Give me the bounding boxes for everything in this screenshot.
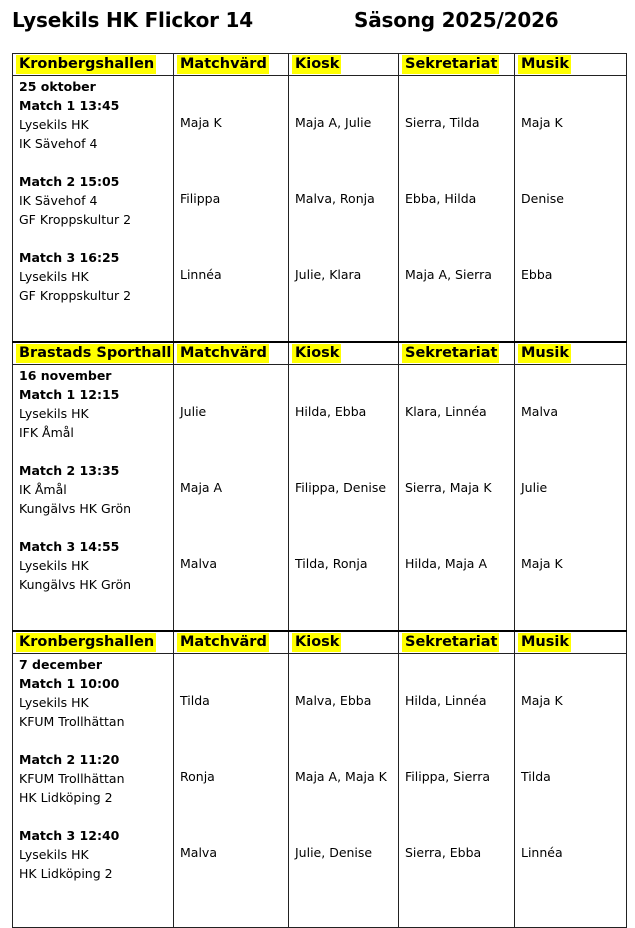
duty-assignment: Julie, Denise — [295, 845, 373, 860]
home-team: IK Åmål — [19, 482, 67, 497]
match-date: 16 november — [19, 368, 112, 383]
venue-name: Kronbergshallen — [16, 633, 156, 652]
match-entry — [13, 674, 173, 731]
matchvard-cell — [174, 654, 289, 928]
match-title: Match 3 14:55 — [19, 539, 120, 554]
column-header-cell — [515, 631, 627, 654]
matches-cell — [13, 76, 174, 343]
column-header-cell — [515, 54, 627, 76]
column-header-cell — [399, 54, 515, 76]
home-team: KFUM Trollhättan — [19, 771, 125, 786]
column-header: Sekretariat — [402, 633, 499, 652]
match-title: Match 1 13:45 — [19, 98, 120, 113]
home-team: Lysekils HK — [19, 847, 89, 862]
column-header: Musik — [518, 633, 571, 652]
season-label: Säsong 2025/2026 — [354, 8, 559, 32]
match-entry — [13, 537, 173, 594]
duty-assignment: Filippa — [180, 191, 221, 206]
match-entry — [13, 172, 173, 229]
duty-assignment: Julie — [521, 480, 548, 495]
duty-assignment: Maja K — [521, 693, 563, 708]
away-team: GF Kroppskultur 2 — [19, 288, 132, 303]
matchvard-cell — [174, 365, 289, 632]
column-header: Matchvärd — [177, 633, 269, 652]
column-header-cell — [174, 54, 289, 76]
duty-assignment: Maja A, Maja K — [295, 769, 387, 784]
column-header: Kiosk — [292, 344, 341, 363]
duty-assignment: Tilda — [180, 693, 210, 708]
column-header-cell — [399, 342, 515, 365]
duty-assignment: Tilda, Ronja — [295, 556, 368, 571]
home-team: Lysekils HK — [19, 695, 89, 710]
match-title: Match 3 12:40 — [19, 828, 120, 843]
kiosk-cell — [289, 365, 399, 632]
column-header: Kiosk — [292, 633, 341, 652]
column-header-cell — [289, 631, 399, 654]
match-entry — [13, 385, 173, 442]
column-header: Musik — [518, 55, 571, 74]
column-header-cell — [174, 631, 289, 654]
duty-assignment: Hilda, Ebba — [295, 404, 367, 419]
match-title: Match 2 15:05 — [19, 174, 120, 189]
venue-cell — [13, 342, 174, 365]
match-entry — [13, 826, 173, 883]
duty-assignment: Maja K — [180, 115, 222, 130]
matchday-row — [13, 76, 627, 343]
home-team: Lysekils HK — [19, 406, 89, 421]
sekretariat-cell — [399, 365, 515, 632]
venue-name: Brastads Sporthall — [16, 344, 173, 363]
match-title: Match 2 13:35 — [19, 463, 120, 478]
venue-cell — [13, 631, 174, 654]
schedule-table — [12, 53, 627, 928]
kiosk-cell — [289, 76, 399, 343]
column-header-cell — [289, 342, 399, 365]
matchday-row — [13, 654, 627, 928]
venue-name: Kronbergshallen — [16, 55, 156, 74]
matchday-row — [13, 365, 627, 632]
away-team: IK Sävehof 4 — [19, 136, 98, 151]
away-team: IFK Åmål — [19, 425, 74, 440]
column-header-cell — [174, 342, 289, 365]
away-team: KFUM Trollhättan — [19, 714, 125, 729]
match-entry — [13, 96, 173, 153]
matches-cell — [13, 365, 174, 632]
duty-assignment: Sierra, Tilda — [405, 115, 480, 130]
duty-assignment: Denise — [521, 191, 564, 206]
duty-assignment: Julie — [180, 404, 207, 419]
duty-assignment: Sierra, Maja K — [405, 480, 492, 495]
match-entry — [13, 750, 173, 807]
match-entry — [13, 461, 173, 518]
duty-assignment: Filippa, Denise — [295, 480, 387, 495]
duty-assignment: Malva — [521, 404, 558, 419]
duty-assignment: Julie, Klara — [295, 267, 362, 282]
sekretariat-cell — [399, 76, 515, 343]
column-header-cell — [399, 631, 515, 654]
column-header: Matchvärd — [177, 344, 269, 363]
match-title: Match 2 11:20 — [19, 752, 120, 767]
duty-assignment: Malva, Ebba — [295, 693, 372, 708]
duty-assignment: Filippa, Sierra — [405, 769, 490, 784]
match-title: Match 3 16:25 — [19, 250, 120, 265]
match-entry — [13, 248, 173, 305]
duty-assignment: Malva — [180, 845, 217, 860]
duty-assignment: Maja A, Julie — [295, 115, 372, 130]
home-team: Lysekils HK — [19, 117, 89, 132]
column-header: Musik — [518, 344, 571, 363]
away-team: GF Kroppskultur 2 — [19, 212, 132, 227]
duty-assignment: Tilda — [521, 769, 551, 784]
duty-assignment: Ebba, Hilda — [405, 191, 477, 206]
duty-assignment: Hilda, Maja A — [405, 556, 487, 571]
match-date: 25 oktober — [19, 79, 96, 94]
column-header: Sekretariat — [402, 55, 499, 74]
away-team: Kungälvs HK Grön — [19, 501, 132, 516]
venue-header-row — [13, 54, 627, 76]
duty-assignment: Maja A, Sierra — [405, 267, 492, 282]
column-header: Sekretariat — [402, 344, 499, 363]
duty-assignment: Malva, Ronja — [295, 191, 375, 206]
column-header-cell — [289, 54, 399, 76]
duty-assignment: Maja A — [180, 480, 223, 495]
away-team: HK Lidköping 2 — [19, 866, 113, 881]
match-title: Match 1 10:00 — [19, 676, 120, 691]
duty-assignment: Ronja — [180, 769, 215, 784]
musik-cell — [515, 654, 627, 928]
duty-assignment: Maja K — [521, 115, 563, 130]
home-team: Lysekils HK — [19, 558, 89, 573]
matchvard-cell — [174, 76, 289, 343]
duty-assignment: Malva — [180, 556, 217, 571]
column-header: Kiosk — [292, 55, 341, 74]
musik-cell — [515, 76, 627, 343]
sekretariat-cell — [399, 654, 515, 928]
home-team: IK Sävehof 4 — [19, 193, 98, 208]
page-title: Lysekils HK Flickor 14 — [12, 8, 253, 32]
column-header: Matchvärd — [177, 55, 269, 74]
match-date: 7 december — [19, 657, 102, 672]
duty-assignment: Sierra, Ebba — [405, 845, 482, 860]
musik-cell — [515, 365, 627, 632]
home-team: Lysekils HK — [19, 269, 89, 284]
away-team: HK Lidköping 2 — [19, 790, 113, 805]
away-team: Kungälvs HK Grön — [19, 577, 132, 592]
duty-assignment: Maja K — [521, 556, 563, 571]
duty-assignment: Hilda, Linnéa — [405, 693, 487, 708]
column-header-cell — [515, 342, 627, 365]
venue-cell — [13, 54, 174, 76]
kiosk-cell — [289, 654, 399, 928]
venue-header-row — [13, 631, 627, 654]
duty-assignment: Linnéa — [521, 845, 563, 860]
duty-assignment: Linnéa — [180, 267, 222, 282]
matches-cell — [13, 654, 174, 928]
duty-assignment: Klara, Linnéa — [405, 404, 487, 419]
duty-assignment: Ebba — [521, 267, 553, 282]
venue-header-row — [13, 342, 627, 365]
match-title: Match 1 12:15 — [19, 387, 120, 402]
